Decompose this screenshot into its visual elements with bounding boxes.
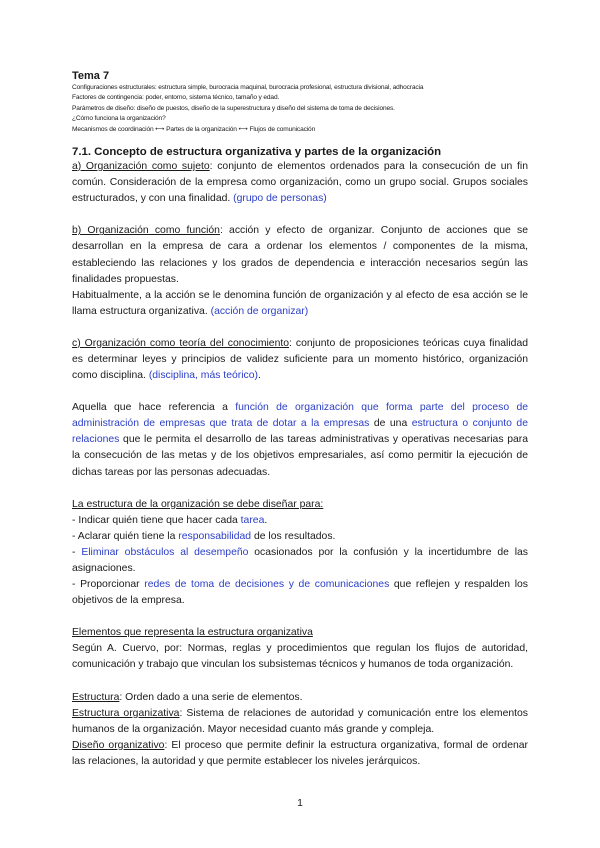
term-label: a) Organización como sujeto — [72, 161, 210, 173]
paragraph-text: - Indicar quién tiene que hacer cada — [72, 514, 241, 526]
paragraph-text: ocasionados por la confusión y la incertidumbre de las asignaciones. — [72, 546, 528, 574]
paragraph-text: : conjunto de elementos ordenados para la consecución de un fin común. Consideración de la empresa como organización, como un grupo social. Grupos sociales estructurados, y con una finalidad. — [72, 161, 528, 205]
subtopic-line: Parámetros de diseño: diseño de puestos, diseño de la superestructura y diseño del sistema de toma de decisiones. — [72, 104, 395, 112]
paragraph-c — [72, 336, 528, 384]
term-label: Diseño organizativo — [72, 739, 165, 751]
punctuation: . — [257, 370, 261, 382]
paragraph-text: - Aclarar quién tiene la — [72, 530, 179, 542]
paragraph-text: : acción y efecto de organizar. Conjunto de acciones que se desarrollan en la empresa de cara a ordenar los elementos / componentes de la misma, estableciendo las relaciones y los grados de dependencia e interacción necesarios según las finalidades propuestas. — [72, 225, 528, 285]
elements-paragraph: Según A. Cuervo, por: Normas, reglas y procedimientos que regulan los flujos de autoridad, comunicación y trabajo que vinculan los subsistemas técnicos y humanos de toda organización. — [72, 643, 528, 671]
term-label: b) Organización como función — [72, 225, 220, 237]
highlight-text: redes de toma de decisiones y de comunicaciones — [144, 579, 390, 591]
subtopics — [72, 83, 528, 135]
paragraph-text: que reflejen y respalden los objetivos de la empresa. — [72, 579, 528, 607]
highlight-text: tarea — [240, 514, 265, 526]
design-item — [72, 545, 528, 577]
design-item — [72, 577, 528, 609]
design-item — [72, 513, 528, 529]
paragraph-a — [72, 159, 528, 207]
paragraph-b-2 — [72, 288, 528, 320]
paragraph-text: que le permita el desarrollo de las tareas administrativas y operativas necesarias para la consecución de las metas y de los objetivos empresariales, así como permitir la ejecución de dichas tareas por las personas adecuadas. — [72, 434, 528, 478]
paragraph-text: : El proceso que permite definir la estructura organizativa, formal de ordenar las relaciones, la autoridad y que permite establecer los niveles jerárquicos. — [72, 739, 529, 767]
highlight-text: función de organización que forma parte del proceso de administración de empresas que trata de dotar a la empresas — [72, 402, 529, 430]
highlight-note: (disciplina, más teórico) — [148, 370, 258, 382]
paragraph-text: de los resultados. — [251, 530, 336, 542]
subtopic-line: ¿Cómo funciona la organización? — [72, 115, 166, 123]
highlight-text: estructura o conjunto de relaciones — [72, 418, 528, 446]
section-title: 7.1. Concepto de estructura organizativa y partes de la organización — [72, 146, 442, 159]
page-number: 1 — [297, 798, 303, 809]
design-heading: La estructura de la organización se debe diseñar para: — [72, 498, 324, 510]
definition-paragraph — [72, 400, 528, 480]
paragraph-text: - — [72, 546, 82, 558]
term-label: Estructura organizativa — [72, 707, 180, 719]
highlight-text: responsabilidad — [178, 530, 252, 542]
elements-heading: Elementos que representa la estructura organizativa — [72, 627, 313, 639]
paragraph-b — [72, 223, 528, 287]
subtopic-line: Configuraciones estructurales: estructura simple, burocracia maquinal, burocracia profesional, estructura divisional, adhocracia — [72, 84, 424, 91]
highlight-note: (acción de organizar) — [210, 305, 309, 317]
paragraph-text: . — [264, 514, 268, 526]
paragraph-text: : Orden dado a una serie de elementos. — [119, 691, 303, 703]
paragraph-text: - Proporcionar — [72, 579, 145, 591]
document-page — [72, 70, 528, 770]
definition-item — [72, 738, 528, 770]
topic-title: Tema 7 — [72, 70, 110, 82]
paragraph-text: : conjunto de proposiciones teóricas cuya finalidad es determinar leyes y principios de validez suficiente para un momento histórico, organización como disciplina. — [72, 337, 528, 382]
paragraph-text: : Sistema de relaciones de autoridad y comunicación entre los elementos humanos de la organización. Mayor necesidad cuanto más grande y compleja. — [72, 707, 528, 735]
highlight-note: (grupo de personas) — [233, 193, 327, 205]
paragraph-text: de una — [369, 418, 412, 430]
paragraph-text: Habitualmente, a la acción se le denomina función de organización y al efecto de esa acción se le llama estructura organizativa. — [72, 289, 528, 317]
term-label: c) Organización como teoría del conocimiento — [72, 337, 290, 349]
subtopic-line: Mecanismos de coordinación ⟷ Partes de la organización ⟷ Flujos de comunicación — [72, 125, 316, 133]
highlight-text: Eliminar obstáculos al desempeño — [81, 546, 249, 558]
definition-item — [72, 690, 528, 706]
paragraph-text: Aquella que hace referencia a — [72, 402, 236, 414]
design-item — [72, 529, 528, 545]
subtopic-line: Factores de contingencia: poder, entorno, sistema técnico, tamaño y edad. — [72, 94, 280, 102]
definition-item — [72, 706, 528, 738]
term-label: Estructura — [72, 691, 120, 703]
